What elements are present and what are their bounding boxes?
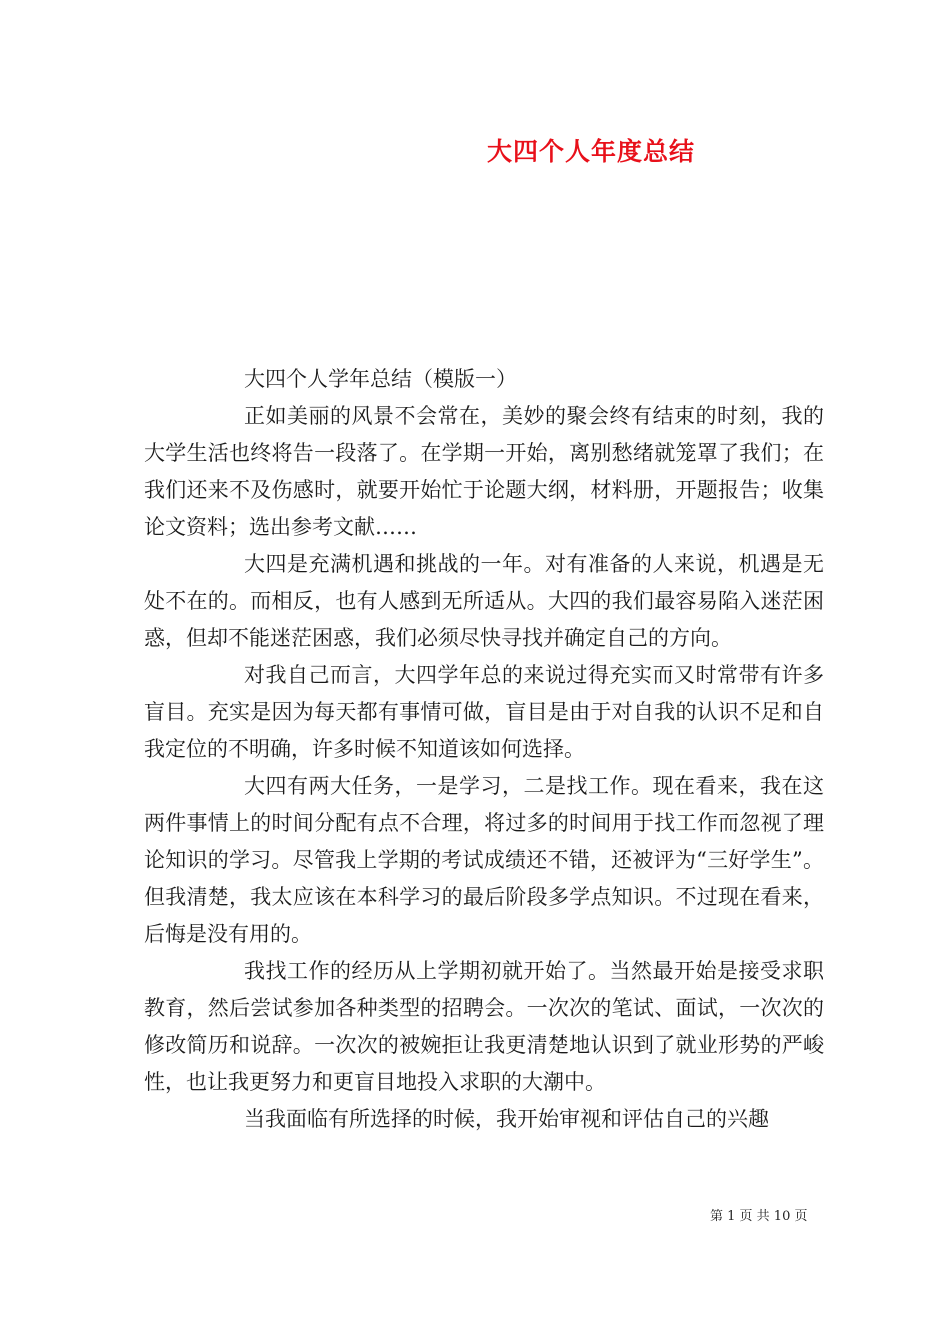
document-body — [144, 361, 824, 1138]
page-number-footer: 第 1 页 共 10 页 — [710, 1209, 808, 1224]
page-title: 大四个人年度总结 — [487, 137, 696, 166]
paragraph: 我找工作的经历从上学期初就开始了。当然最开始是接受求职教育，然后尝试参加各种类型的招聘会。一次次的笔试、面试，一次次的修改简历和说辞。一次次的被婉拒让我更清楚地认识到了就业形势的严峻性，也让我更努力和更盲目地投入求职的大潮中。 — [144, 959, 824, 1094]
paragraph: 当我面临有所选择的时候，我开始审视和评估自己的兴趣 — [244, 1107, 769, 1131]
paragraph: 大四是充满机遇和挑战的一年。对有准备的人来说，机遇是无处不在的。而相反，也有人感到无所适从。大四的我们最容易陷入迷茫困惑，但却不能迷茫困惑，我们必须尽快寻找并确定自己的方向。 — [144, 552, 824, 650]
paragraph: 对我自己而言，大四学年总的来说过得充实而又时常带有许多盲目。充实是因为每天都有事情可做，盲目是由于对自我的认识不足和自我定位的不明确，许多时候不知道该如何选择。 — [144, 663, 824, 761]
paragraph: 正如美丽的风景不会常在，美妙的聚会终有结束的时刻，我的大学生活也终将告一段落了。在学期一开始，离别愁绪就笼罩了我们；在我们还来不及伤感时，就要开始忙于论题大纲，材料册，开题报告；收集论文资料；选出参考文献…… — [144, 404, 824, 539]
section-heading: 大四个人学年总结（模版一） — [244, 367, 517, 391]
paragraph: 大四有两大任务，一是学习，二是找工作。现在看来，我在这两件事情上的时间分配有点不合理，将过多的时间用于找工作而忽视了理论知识的学习。尽管我上学期的考试成绩还不错，还被评为“三好学生”。但我清楚，我太应该在本科学习的最后阶段多学点知识。不过现在看来，后悔是没有用的。 — [144, 774, 824, 946]
